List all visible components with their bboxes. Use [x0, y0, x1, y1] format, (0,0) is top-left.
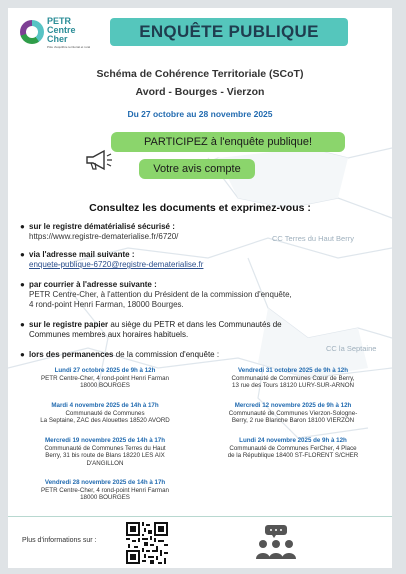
permanence-date: Mercredi 12 novembre 2025 de 9h à 12h: [234, 402, 352, 409]
region-label-haut-berry: CC Terres du Haut Berry: [272, 234, 354, 243]
list-item-email: [20, 250, 382, 270]
paper-text-2: Communes membres aux horaires habituels.: [29, 330, 189, 339]
logo-circle-icon: [20, 20, 44, 44]
list-item-registry: [20, 222, 382, 242]
permanence-place: Communauté de Communes Vierzon-Sologne-: [228, 409, 358, 417]
email-label: via l'adresse mail suivante :: [29, 250, 135, 259]
megaphone-icon: [84, 148, 114, 172]
header: [8, 8, 392, 54]
permanence-date: Vendredi 28 novembre 2025 de 14h à 17h: [44, 479, 166, 486]
permanence-place: PETR Centre-Cher, 4 rond-point Henri Farman: [41, 486, 169, 494]
registry-label: sur le registre dématérialisé sécurisé :: [29, 222, 175, 231]
permanence-date: Lundi 27 octobre 2025 de 9h à 12h: [54, 367, 156, 374]
permanence-date: Vendredi 31 octobre 2025 de 9h à 12h: [237, 367, 349, 374]
opinion-callout: Votre avis compte: [139, 159, 255, 179]
permanence-date: Mardi 4 novembre 2025 de 14h à 17h: [51, 402, 159, 409]
petr-logo: [20, 16, 100, 54]
paper-label: sur le registre papier: [29, 320, 109, 329]
permanence-place: Communauté de Communes: [65, 409, 145, 417]
permanence-2: [204, 367, 382, 390]
page-title: ENQUÊTE PUBLIQUE: [110, 18, 348, 46]
permanence-5: [16, 437, 194, 467]
registry-url-link[interactable]: https://www.registre-dematerialise.fr/6720/: [29, 232, 179, 241]
bullet-icon: ●: [20, 280, 25, 289]
mail-line-1: PETR Centre-Cher, à l'attention du Président de la commission d'enquête,: [29, 290, 292, 299]
permanence-place: Berry, 31 bis route de Blans 18220 LES AIX: [45, 452, 165, 459]
paper-text-1: au siège du PETR et dans les Communautés de: [108, 320, 282, 329]
permanence-place: Communauté de Communes Terres du Haut: [44, 444, 166, 452]
permanence-date: Mercredi 19 novembre 2025 de 14h à 17h: [44, 437, 166, 444]
date-range: Du 27 octobre au 28 novembre 2025: [127, 109, 273, 119]
permanence-place: Communauté de Communes FerCher, 4 Place: [229, 444, 357, 452]
permanence-1: [16, 367, 194, 390]
bullet-icon: ●: [20, 222, 25, 231]
qr-code[interactable]: [126, 522, 168, 564]
footer: [8, 516, 392, 568]
subtitle-scot: Schéma de Cohérence Territoriale (SCoT): [96, 68, 304, 80]
section-title: Consultez les documents et exprimez-vous :: [89, 202, 311, 214]
permanence-3: [16, 402, 194, 425]
permanence-place: 18000 BOURGES: [80, 494, 130, 501]
region-label-septaine: CC la Septaine: [326, 344, 377, 353]
permanence-7: [16, 479, 194, 502]
subtitle-cities: Avord - Bourges - Vierzon: [135, 86, 265, 98]
permanence-place: La Septaine, ZAC des Alouettes 18520 AVORD: [40, 417, 170, 424]
permanence-place: D'ANGILLON: [86, 459, 124, 467]
email-address-link[interactable]: enquete-publique-6720@registre-dematerialise.fr: [29, 260, 204, 269]
permanence-place: Berry, 2 rue Blanche Baron 18100 VIERZON: [231, 417, 355, 424]
list-item-paper-registry: [20, 320, 382, 340]
permanence-date: Lundi 24 novembre 2025 de 9h à 12h: [239, 437, 347, 444]
bullet-icon: ●: [20, 250, 25, 259]
bullet-icon: ●: [20, 320, 25, 329]
permanence-place: de la République 18400 ST-FLORENT S/CHER: [227, 452, 359, 459]
logo-text: PETR Centre Cher: [47, 16, 76, 44]
more-info-label: Plus d'informations sur :: [22, 537, 97, 544]
participate-callout: PARTICIPEZ à l'enquête publique!: [111, 132, 345, 152]
bullet-icon: ●: [20, 350, 25, 359]
permanence-place: PETR Centre-Cher, 4 rond-point Henri Farman: [41, 374, 169, 382]
permanence-place: 13 rue des Tours 18120 LURY-SUR-ARNON: [232, 382, 354, 389]
list-item-permanences: [20, 350, 382, 360]
list-item-mail: [20, 280, 382, 310]
poster: [8, 8, 392, 568]
people-icon: [254, 525, 298, 563]
logo-subtext: Pôle d'équilibre territorial et rural: [47, 45, 91, 49]
mail-label: par courrier à l'adresse suivante :: [29, 280, 157, 289]
permanences-text: de la commission d'enquête :: [113, 350, 220, 359]
permanence-place: 18000 BOURGES: [80, 382, 130, 389]
permanence-6: [204, 437, 382, 460]
permanences-label: lors des permanences: [29, 350, 114, 359]
permanence-4: [204, 402, 382, 425]
permanence-place: Communauté de Communes Cœur de Berry,: [231, 374, 355, 382]
mail-line-2: 4 rond-point Henri Farman, 18000 Bourges.: [29, 300, 184, 309]
